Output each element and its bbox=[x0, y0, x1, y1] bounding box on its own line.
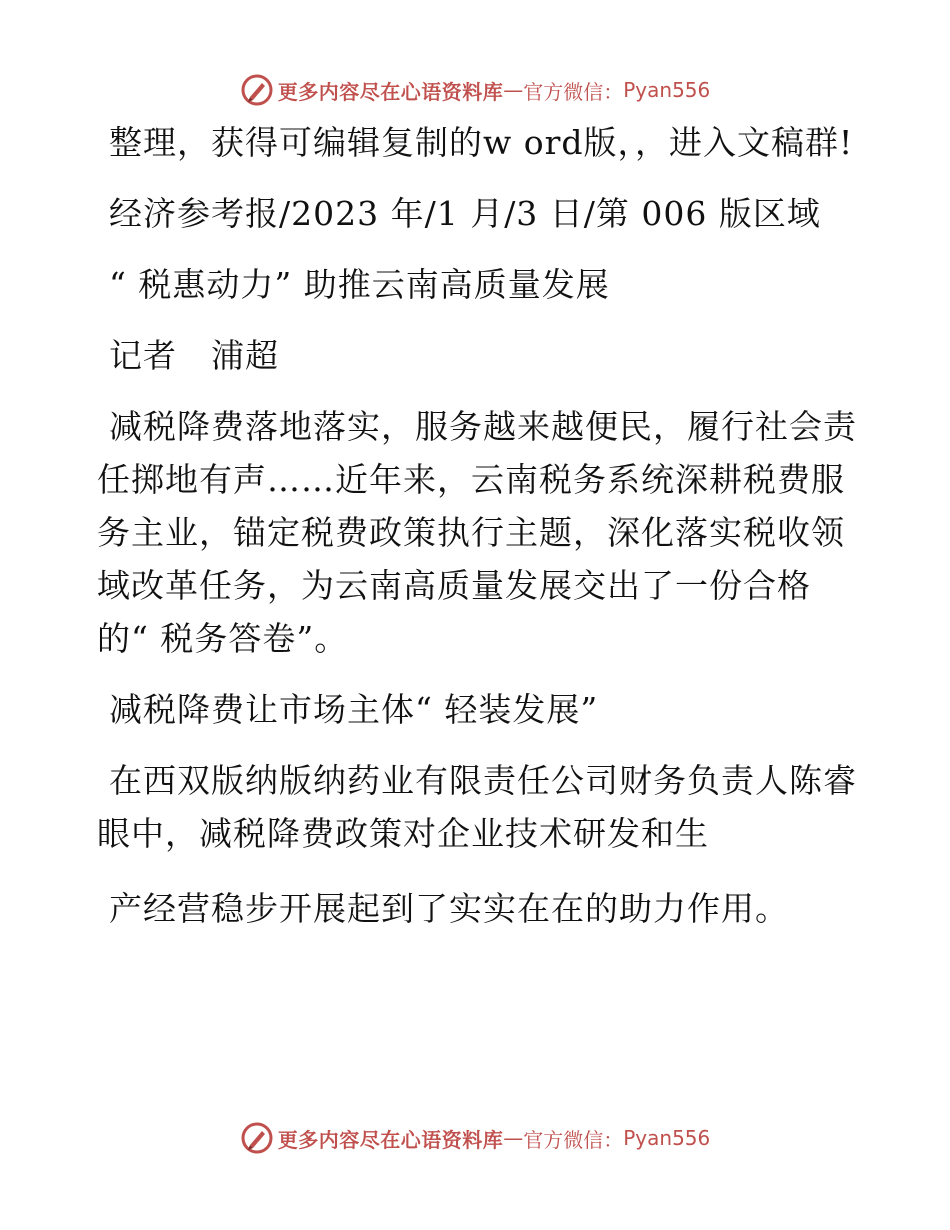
banner-dash: — bbox=[503, 1126, 524, 1150]
banner-dash: — bbox=[503, 78, 524, 102]
body-paragraph-continued: 产经营稳步开展起到了实实在在的助力作用。 bbox=[109, 889, 789, 928]
section-heading: 减税降费让市场主体“ 轻装发展” bbox=[109, 690, 599, 729]
reporter-line: 记者 浦超 bbox=[109, 336, 279, 375]
banner-wechat-id: Pyan556 bbox=[623, 1126, 711, 1150]
banner-brand-text: 更多内容尽在心语资料库 bbox=[277, 79, 504, 104]
intro-paragraph: 整理，获得可编辑复制的w ord版，，进入文稿群! bbox=[109, 123, 854, 162]
banner-wechat-label: 官方微信： bbox=[523, 79, 624, 104]
body-paragraph: 在西双版纳版纳药业有限责任公司财务负责人陈睿眼中，减税降费政策对企业技术研发和生 bbox=[97, 761, 857, 853]
source-line: 经济参考报/2023 年/1 月/3 日/第 006 版区域 bbox=[109, 194, 821, 233]
lead-paragraph: 减税降费落地落实，服务越来越便民，履行社会责任掷地有声……近年来，云南税务系统深耕税费服务主业，锚定税费政策执行主题，深化落实税收领域改革任务，为云南高质量发展交出了一份合格的“ 税务答卷”。 bbox=[97, 407, 857, 658]
header-banner bbox=[0, 70, 950, 110]
pen-logo-icon bbox=[240, 73, 274, 107]
document-body bbox=[97, 116, 857, 935]
banner-brand-text: 更多内容尽在心语资料库 bbox=[277, 1127, 504, 1152]
banner-wechat-id: Pyan556 bbox=[623, 78, 711, 102]
footer-banner bbox=[0, 1118, 950, 1158]
banner-wechat-label: 官方微信： bbox=[523, 1127, 624, 1152]
article-title: “ 税惠动力” 助推云南高质量发展 bbox=[109, 265, 610, 304]
pen-logo-icon bbox=[240, 1121, 274, 1155]
